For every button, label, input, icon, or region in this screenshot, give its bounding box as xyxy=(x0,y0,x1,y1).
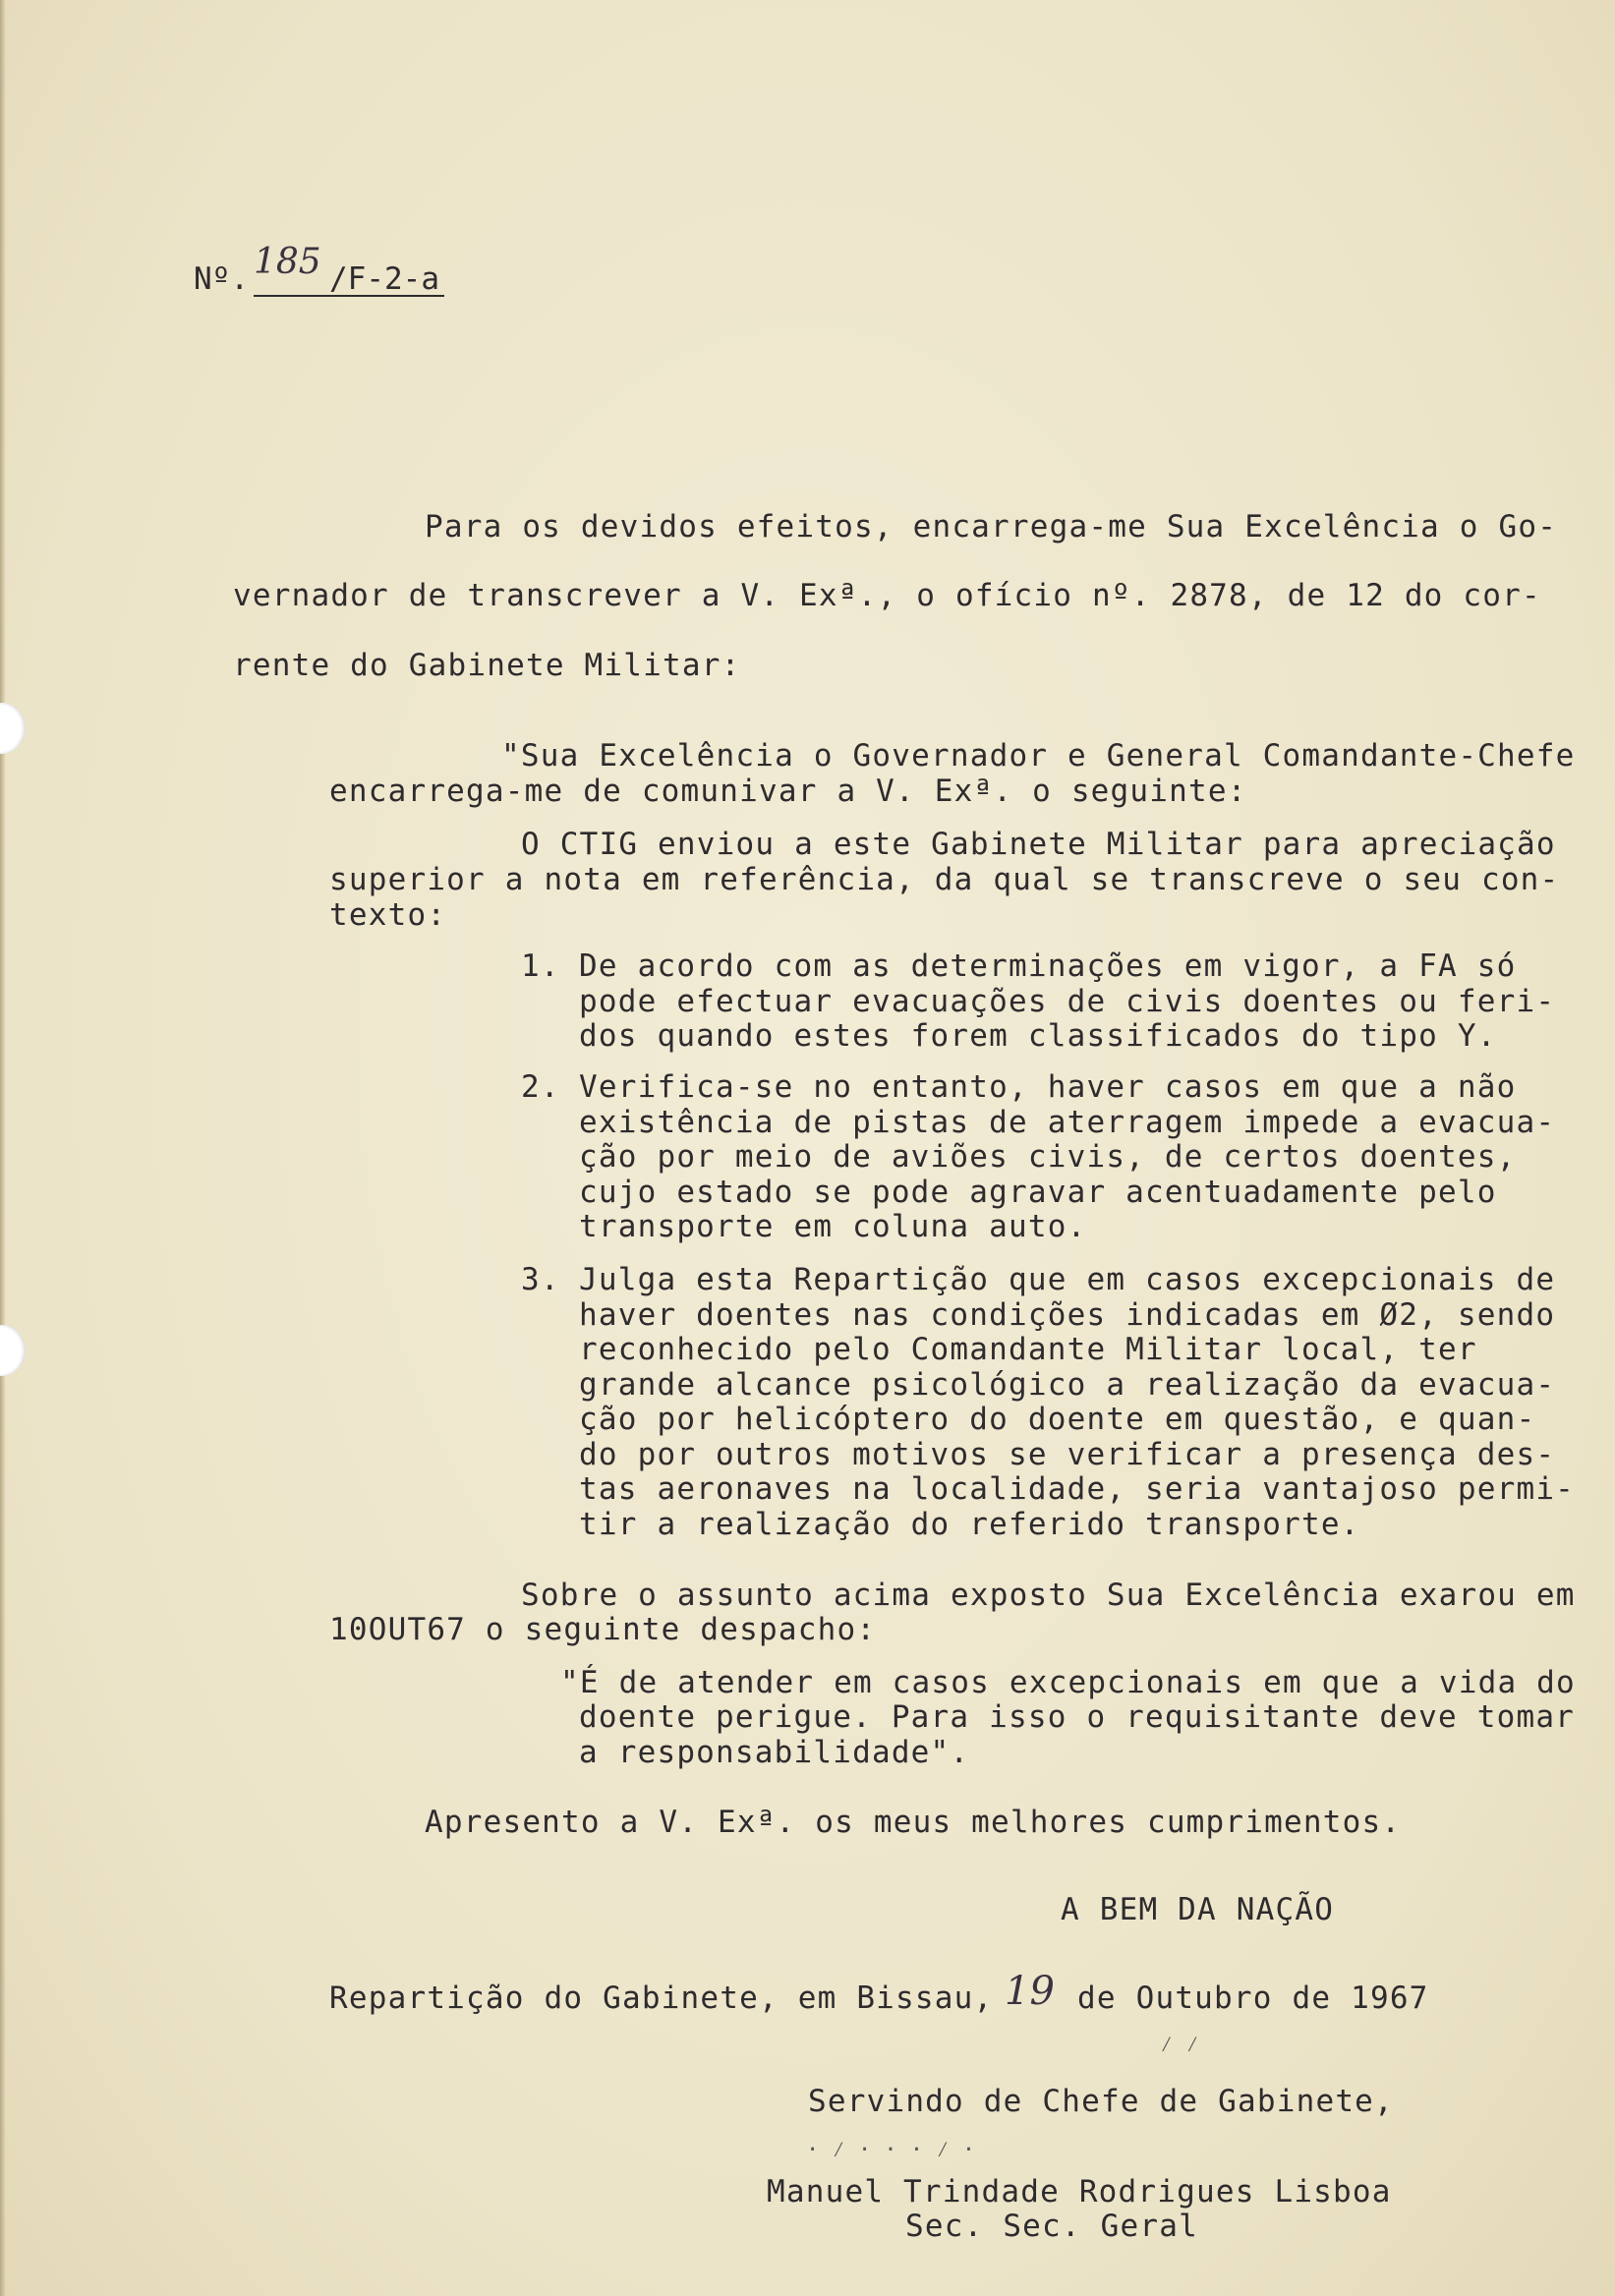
item-line: reconhecido pelo Comandante Militar local, ter xyxy=(579,1332,1477,1367)
page-edge-shadow xyxy=(0,0,6,2296)
item-line: existência de pistas de aterragem impede a evacua- xyxy=(579,1105,1556,1140)
item-line: Verifica-se no entanto, haver casos em que a não xyxy=(579,1069,1517,1105)
despacho-intro-line: Sobre o assunto acima exposto Sua Excelência exarou em xyxy=(521,1578,1576,1613)
signature-stroke: ⁄ ⁄ xyxy=(1160,2033,1199,2057)
item-line: ção por helicóptero do doente em questão, e quan- xyxy=(579,1402,1536,1437)
item-line: grande alcance psicológico a realização da evacua- xyxy=(579,1367,1556,1403)
punch-hole xyxy=(0,1325,26,1376)
signature-title: Sec. Sec. Geral xyxy=(905,2209,1198,2244)
ctig-paragraph-line: superior a nota em referência, da qual se transcreve o seu con- xyxy=(329,862,1560,897)
reference-number-handwritten: 185 xyxy=(254,242,321,282)
signature-stroke: · ⁄ · · · ⁄ · xyxy=(806,2138,976,2162)
despacho-intro-line: 10OUT67 o seguinte despacho: xyxy=(329,1612,877,1647)
intro-line: vernador de transcrever a V. Exª., o ofício nº. 2878, de 12 do cor- xyxy=(233,578,1541,613)
ctig-paragraph-line: texto: xyxy=(329,897,447,933)
ctig-paragraph-line: O CTIG enviou a este Gabinete Militar para apreciação xyxy=(521,827,1556,862)
item-line: tas aeronaves na localidade, seria vantajoso permi- xyxy=(579,1471,1576,1507)
item-line: haver doentes nas condições indicadas em Ø2, sendo xyxy=(579,1297,1556,1333)
item-line: De acordo com as determinações em vigor, a FA só xyxy=(579,948,1517,984)
reference-label: Nº. xyxy=(194,261,249,297)
item-line: transporte em coluna auto. xyxy=(579,1209,1087,1244)
item-line: tir a realização do referido transporte. xyxy=(579,1507,1360,1542)
quote-opening-line: encarrega-me de comunivar a V. Exª. o seguinte: xyxy=(329,774,1247,809)
date-day-handwritten: 19 xyxy=(1005,1969,1055,2014)
item-number: 1. xyxy=(521,948,560,984)
punch-hole xyxy=(0,703,26,754)
item-line: cujo estado se pode agravar acentuadamente pelo xyxy=(579,1175,1497,1210)
item-line: do por outros motivos se verificar a presença des- xyxy=(579,1437,1556,1472)
reference-underline xyxy=(254,295,444,297)
closing-line: Apresento a V. Exª. os meus melhores cumprimentos. xyxy=(425,1805,1402,1840)
despacho-quote-line: "É de atender em casos excepcionais em que a vida do xyxy=(560,1665,1576,1700)
despacho-quote-line: doente perigue. Para isso o requisitante deve tomar xyxy=(579,1699,1576,1735)
signature-name: Manuel Trindade Rodrigues Lisboa xyxy=(767,2174,1392,2210)
quote-opening-line: "Sua Excelência o Governador e General Comandante-Chefe xyxy=(501,738,1576,774)
item-line: dos quando estes forem classificados do tipo Y. xyxy=(579,1018,1497,1054)
item-number: 2. xyxy=(521,1069,560,1105)
motto: A BEM DA NAÇÃO xyxy=(1061,1892,1335,1927)
despacho-quote-line: a responsabilidade". xyxy=(579,1735,970,1770)
place-date-suffix: de Outubro de 1967 xyxy=(1077,1980,1429,2016)
intro-line: rente do Gabinete Militar: xyxy=(233,648,741,683)
reference-suffix: /F-2-a xyxy=(329,261,439,297)
item-line: pode efectuar evacuações de civis doentes ou feri- xyxy=(579,984,1556,1019)
intro-line: Para os devidos efeitos, encarrega-me Sua Excelência o Go- xyxy=(425,509,1558,545)
item-number: 3. xyxy=(521,1262,560,1297)
place-date-prefix: Repartição do Gabinete, em Bissau, xyxy=(329,1980,994,2016)
signature-role: Servindo de Chefe de Gabinete, xyxy=(808,2084,1394,2119)
item-line: Julga esta Repartição que em casos excepcionais de xyxy=(579,1262,1556,1297)
item-line: ção por meio de aviões civis, de certos doentes, xyxy=(579,1139,1517,1175)
